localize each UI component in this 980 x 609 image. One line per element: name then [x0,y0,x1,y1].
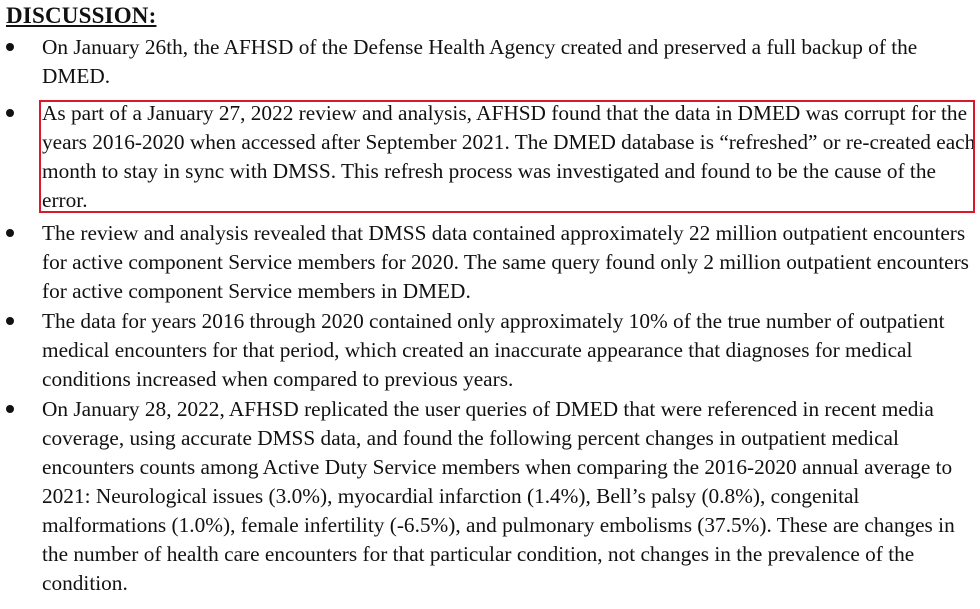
bullet-icon [6,405,14,413]
bullet-icon [6,229,14,237]
bullet-item [0,219,980,306]
bullet-list [0,33,980,598]
bullet-text: The data for years 2016 through 2020 contained only approximately 10% of the true number of outpatient medical encounters for that period, which created an inaccurate appearance that diagnoses for medical conditions increased when compared to previous years. [42,309,945,391]
bullet-item [0,33,980,91]
bullet-icon [6,43,14,51]
bullet-item [0,395,980,598]
section-heading: DISCUSSION: [6,3,157,28]
bullet-text: As part of a January 27, 2022 review and analysis, AFHSD found that the data in DMED was corrupt for the years 2016-2020 when accessed after September 2021. The DMED database is “refreshed” or re-created each month to stay in sync with DMSS. This refresh process was investigated and found to be the cause of the error. [42,101,976,212]
bullet-text: On January 26th, the AFHSD of the Defense Health Agency created and preserved a full backup of the DMED. [42,35,918,88]
bullet-text: On January 28, 2022, AFHSD replicated the user queries of DMED that were referenced in recent media coverage, using accurate DMSS data, and found the following percent changes in outpatient medical encounters counts among Active Duty Service members when comparing the 2016-2020 annual average to 2021: Neurological issues (3.0%), myocardial infarction (1.4%), Bell’s palsy (0.8%), congenital malformations (1.0%), female infertility (-6.5%), and pulmonary embolisms (37.5%). These are changes in the number of health care encounters for that particular condition, not changes in the prevalence of the condition. [42,397,955,595]
bullet-item [0,307,980,394]
bullet-text: The review and analysis revealed that DMSS data contained approximately 22 million outpatient encounters for active component Service members for 2020. The same query found only 2 million outpatient encounters for active component Service members in DMED. [42,221,969,303]
bullet-item-highlighted [0,99,980,215]
bullet-icon [6,109,14,117]
bullet-icon [6,317,14,325]
